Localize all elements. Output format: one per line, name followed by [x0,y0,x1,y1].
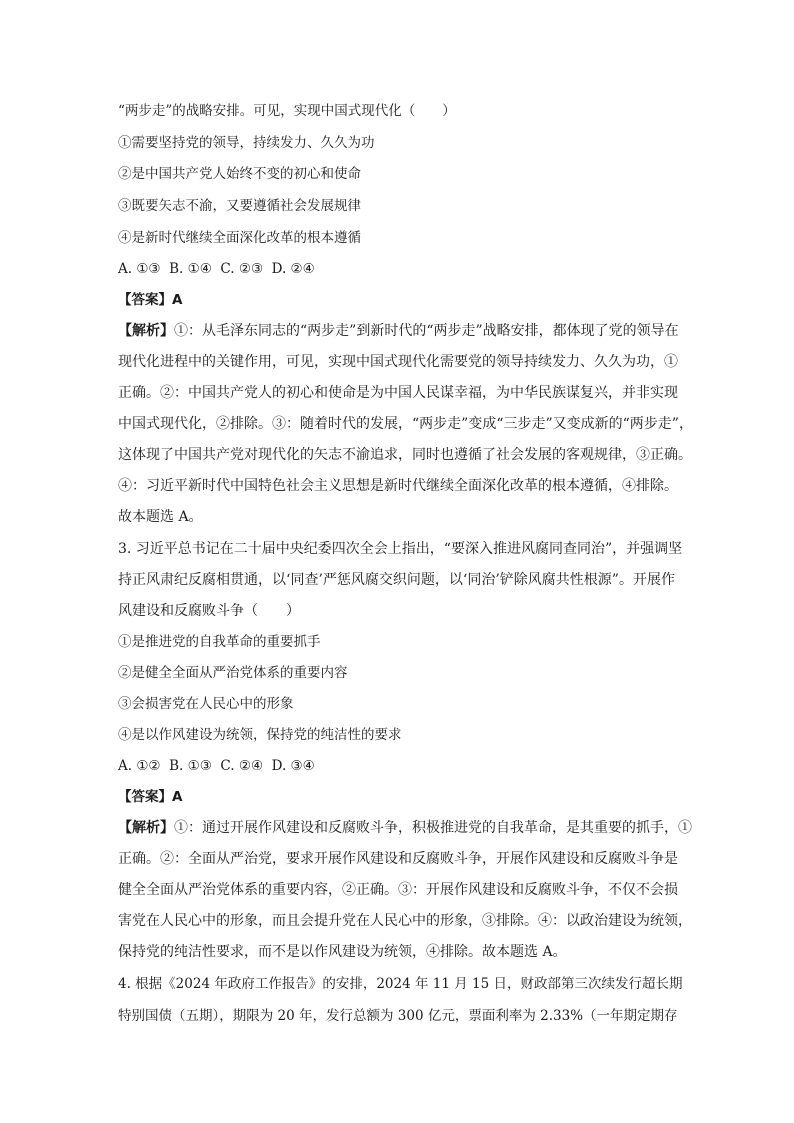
q3-stem-line-2: 持正风肃纪反腐相贯通，以‘同查’严惩风腐交织问题，以‘同治’铲除风腐共性根源”。开展作 [118,572,675,588]
q3-analysis-line-3: 健全全面从严治党体系的重要内容，②正确。③：开展作风建设和反腐败斗争，不仅不会损 [118,882,678,898]
q2-option-3: ③既要矢志不渝，又要遵循社会发展规律 [118,198,361,214]
q3-option-3: ③会损害党在人民心中的形象 [118,696,294,712]
q2-option-1: ①需要坚持党的领导，持续发力、久久为功 [118,135,375,151]
q2-analysis-line-3: 正确。②：中国共产党人的初心和使命是为中国人民谋幸福，为中华民族谋复兴，并非实现 [118,385,678,401]
q3-option-1: ①是推进党的自我革命的重要抓手 [118,634,321,650]
q2-option-4: ④是新时代继续全面深化改革的根本遵循 [118,230,361,246]
q2-answer [118,290,182,310]
q3-stem-line-3: 风建设和反腐败斗争（ ） [118,603,300,619]
q3-analysis-line-1 [118,818,692,838]
q2-analysis-line-2: 现代化进程中的关键作用，可见，实现中国式现代化需要党的领导持续发力、久久为功，① [118,354,678,370]
q4-stem-line-2: 特别国债（五期），期限为 20 年，发行总额为 300 亿元，票面利率为 2.33%（一年期定期存 [118,1008,678,1024]
q2-choices: A. ①③ B. ①④ C. ②③ D. ②④ [118,261,315,277]
q3-analysis-line-2: 正确。②：全面从严治党，要求开展作风建设和反腐败斗争，开展作风建设和反腐败斗争是 [118,851,678,867]
answer-label: 【答案】 [118,789,172,805]
answer-value: A [172,789,183,805]
q3-analysis-line-4: 害党在人民心中的形象，而且会提升党在人民心中的形象，③排除。④：以政治建设为统领， [118,913,692,929]
q3-answer [118,787,182,807]
q2-analysis-line-6: ④：习近平新时代中国特色社会主义思想是新时代继续全面深化改革的根本遵循，④排除。 [118,478,678,494]
q3-stem-line-1: 3. 习近平总书记在二十届中央纪委四次全会上指出，“要深入推进风腐同查同治”，并强调坚 [118,541,683,557]
analysis-text: ①：通过开展作风建设和反腐败斗争，积极推进党的自我革命，是其重要的抓手，① [174,820,692,836]
q2-analysis-line-5: 这体现了中国共产党对现代化的矢志不渝追求，同时也遵循了社会发展的客观规律，③正确。 [118,447,692,463]
q2-option-2: ②是中国共产党人始终不变的初心和使命 [118,166,361,182]
q2-analysis-line-1 [118,321,679,341]
q4-stem-line-1: 4. 根据《2024 年政府工作报告》的安排，2024 年 11 月 15 日，财政部第三次续发行超长期 [118,976,683,992]
q3-choices: A. ①② B. ①③ C. ②④ D. ③④ [118,758,315,774]
q3-analysis-line-5: 保持党的纯洁性要求，而不是以作风建设为统领，④排除。故本题选 A。 [118,944,567,960]
analysis-label: 【解析】 [118,323,174,339]
q2-analysis-line-4: 中国式现代化，②排除。③：随着时代的发展，“两步走”变成“三步走”又变成新的“两步走”， [118,416,693,432]
analysis-text: ①：从毛泽东同志的“两步走”到新时代的“两步走”战略安排，都体现了党的领导在 [174,323,679,339]
q3-option-2: ②是健全全面从严治党体系的重要内容 [118,665,348,681]
answer-label: 【答案】 [118,292,172,308]
q3-option-4: ④是以作风建设为统领，保持党的纯洁性的要求 [118,727,402,743]
q2-stem-tail: “两步走”的战略安排。可见，实现中国式现代化（ ） [118,103,456,119]
q2-analysis-line-7: 故本题选 A。 [118,509,203,525]
answer-value: A [172,292,183,308]
analysis-label: 【解析】 [118,820,174,836]
